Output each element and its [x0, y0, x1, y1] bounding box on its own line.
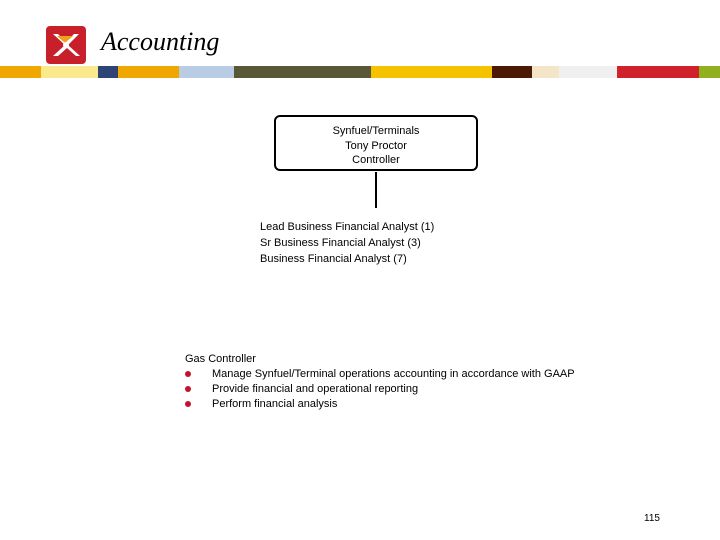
org-box-name: Tony Proctor	[345, 139, 407, 152]
company-logo-icon	[44, 24, 88, 66]
page-number: 115	[644, 513, 660, 524]
color-bar-segment	[617, 66, 699, 78]
analyst-item: Sr Business Financial Analyst (3)	[260, 237, 421, 249]
bullet-item	[185, 367, 575, 382]
color-bar-segment	[98, 66, 118, 78]
header-color-bar	[0, 66, 720, 78]
org-box-role: Controller	[352, 154, 400, 166]
analyst-item: Business Financial Analyst (7)	[260, 253, 407, 265]
color-bar-segment	[118, 66, 179, 78]
org-connector-line	[375, 172, 377, 208]
color-bar-segment	[532, 66, 559, 78]
color-bar-segment	[492, 66, 532, 78]
color-bar-segment	[179, 66, 234, 78]
analyst-list	[260, 219, 434, 267]
gas-controller-section	[185, 352, 575, 412]
color-bar-segment	[699, 66, 720, 78]
org-box-department: Synfuel/Terminals	[332, 125, 420, 137]
color-bar-segment	[41, 66, 98, 78]
bullet-text: Perform financial analysis	[212, 398, 338, 410]
gas-controller-heading: Gas Controller	[185, 353, 256, 365]
bullet-icon	[185, 401, 191, 407]
color-bar-segment	[0, 66, 41, 78]
color-bar-segment	[371, 66, 492, 78]
bullet-icon	[185, 371, 191, 377]
page-title: Accounting	[101, 27, 220, 56]
color-bar-segment	[559, 66, 617, 78]
bullet-text: Manage Synfuel/Terminal operations accounting in accordance with GAAP	[212, 368, 575, 380]
analyst-item: Lead Business Financial Analyst (1)	[260, 221, 435, 233]
bullet-item	[185, 397, 575, 412]
bullet-icon	[185, 386, 191, 392]
color-bar-segment	[234, 66, 371, 78]
bullet-text: Provide financial and operational reporting	[212, 383, 419, 395]
bullet-item	[185, 382, 575, 397]
org-chart-box	[274, 115, 478, 171]
